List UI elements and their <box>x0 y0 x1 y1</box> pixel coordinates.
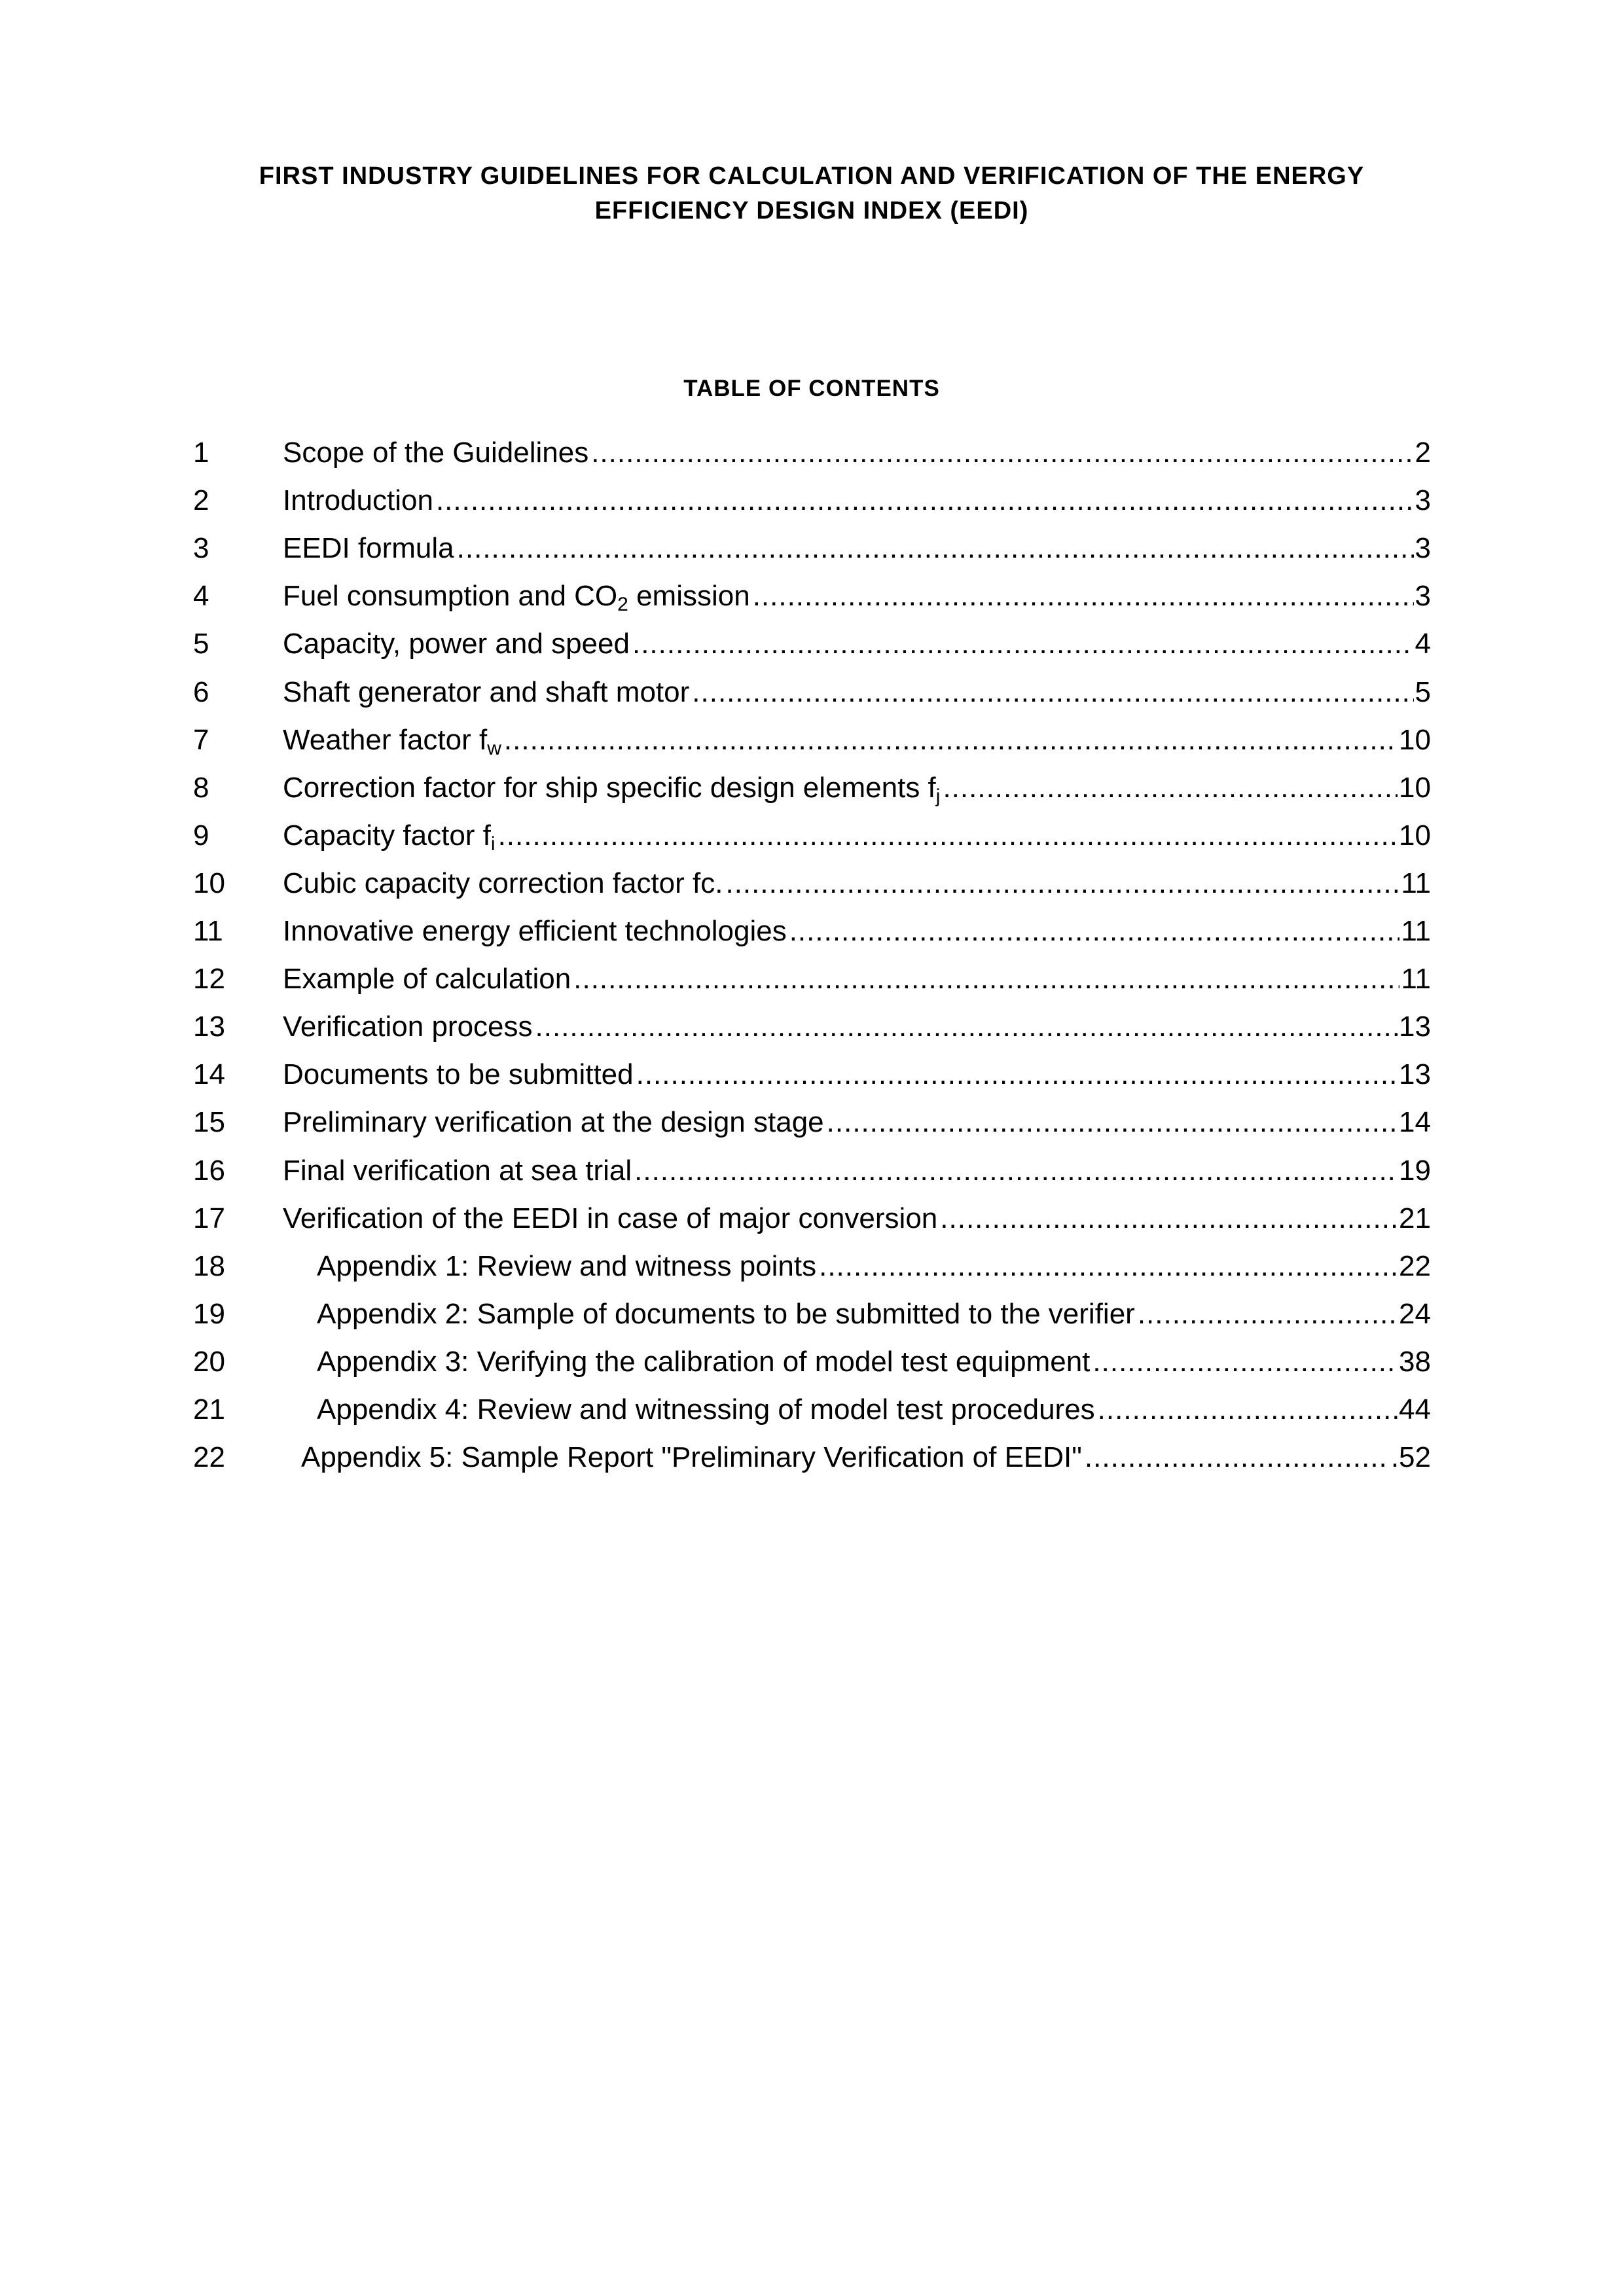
toc-entry-page-number: 21 <box>1399 1202 1431 1234</box>
toc-row[interactable] <box>0 721 1624 760</box>
toc-entry-page-number: 13 <box>1399 1011 1431 1043</box>
toc-row[interactable] <box>0 529 1624 568</box>
toc-row[interactable] <box>0 1390 1624 1429</box>
toc-entry-page-number: 11 <box>1401 915 1431 947</box>
toc-entry-number: 1 <box>193 437 209 469</box>
toc-dot-leader <box>1092 1342 1398 1382</box>
toc-entry-title <box>283 529 454 568</box>
toc-entry-title <box>283 1151 632 1191</box>
toc-dot-leader <box>943 768 1398 808</box>
toc-dot-leader <box>940 1199 1398 1238</box>
toc-dot-leader <box>827 1103 1398 1142</box>
toc-entry-page-number: 11 <box>1401 867 1431 899</box>
toc-entry-number: 18 <box>193 1250 225 1282</box>
toc-entry-page-number: 10 <box>1399 819 1431 852</box>
toc-dot-leader <box>436 481 1414 520</box>
toc-entry-title-text: Capacity factor f <box>283 819 491 852</box>
toc-dot-leader <box>1098 1390 1398 1429</box>
toc-entry-title <box>317 1390 1095 1429</box>
toc-entry-title-text: Correction factor for ship specific design elements f <box>283 772 936 804</box>
toc-entry-link[interactable] <box>283 529 1431 568</box>
toc-entry-title-text: Example of calculation <box>283 963 571 995</box>
toc-entry-number: 7 <box>193 724 209 756</box>
toc-dot-leader <box>753 577 1414 616</box>
toc-entry-title-text: Appendix 3: Verifying the calibration of model test equipment <box>317 1346 1091 1378</box>
toc-dot-leader <box>819 1247 1398 1286</box>
toc-entry-page-number: 5 <box>1415 676 1431 708</box>
toc-entry-title-text: Preliminary verification at the design stage <box>283 1106 824 1138</box>
toc-entry-title-text: Weather factor f <box>283 724 488 756</box>
document-title-line-2: EFFICIENCY DESIGN INDEX (EEDI) <box>594 197 1029 224</box>
toc-entry-title <box>283 960 571 999</box>
toc-dot-leader <box>789 912 1400 951</box>
toc-entry-number: 5 <box>193 628 209 660</box>
toc-dot-leader <box>573 960 1399 999</box>
toc-entry-title-text: Final verification at sea trial <box>283 1155 632 1187</box>
toc-dot-leader <box>591 433 1413 473</box>
toc-entry-page-number: 4 <box>1415 628 1431 660</box>
toc-row[interactable] <box>0 816 1624 855</box>
toc-entry-number: 20 <box>193 1346 225 1378</box>
toc-entry-link[interactable] <box>283 912 1431 951</box>
toc-entry-title <box>283 721 501 760</box>
toc-entry-title-subscript: i <box>490 833 496 855</box>
toc-row[interactable] <box>0 1438 1624 1477</box>
toc-entry-link[interactable] <box>317 1247 1431 1286</box>
toc-entry-number: 4 <box>193 580 209 612</box>
toc-entry-link[interactable] <box>301 1438 1431 1477</box>
toc-entry-link[interactable] <box>283 577 1431 616</box>
toc-entry-page-number: 38 <box>1399 1346 1431 1378</box>
toc-row[interactable] <box>0 1342 1624 1382</box>
toc-entry-title <box>317 1247 816 1286</box>
toc-entry-page-number: 2 <box>1415 437 1431 469</box>
toc-entry-page-number: 3 <box>1415 484 1431 516</box>
toc-row[interactable] <box>0 864 1624 903</box>
toc-entry-link[interactable] <box>283 1199 1431 1238</box>
toc-entry-title-text: Scope of the Guidelines <box>283 437 589 469</box>
toc-row[interactable] <box>0 1055 1624 1094</box>
toc-entry-title <box>283 577 750 616</box>
toc-dot-leader <box>498 816 1398 855</box>
toc-dot-leader <box>632 624 1414 664</box>
toc-entry-link[interactable] <box>317 1342 1431 1382</box>
toc-entry-link[interactable] <box>283 1151 1431 1191</box>
toc-entry-number: 22 <box>193 1441 225 1473</box>
toc-entry-title <box>283 1007 533 1047</box>
toc-entry-page-number: 13 <box>1399 1058 1431 1090</box>
toc-entry-title <box>283 1103 824 1142</box>
toc-entry-page-number: 10 <box>1399 772 1431 804</box>
toc-entry-title-text: Appendix 2: Sample of documents to be submitted to the verifier <box>317 1298 1135 1330</box>
toc-entry-page-number: 10 <box>1399 724 1431 756</box>
toc-entry-title-text: Fuel consumption and CO <box>283 580 618 612</box>
toc-row[interactable] <box>0 1007 1624 1047</box>
toc-entry-link[interactable] <box>283 673 1431 712</box>
toc-entry-link[interactable] <box>283 481 1431 520</box>
toc-row[interactable] <box>0 624 1624 664</box>
toc-entry-link[interactable] <box>317 1390 1431 1429</box>
toc-entry-page-number: 3 <box>1415 580 1431 612</box>
toc-entry-title <box>283 864 723 903</box>
toc-entry-page-number: .52 <box>1390 1441 1431 1473</box>
toc-row[interactable] <box>0 577 1624 616</box>
toc-entry-title <box>283 768 940 808</box>
toc-entry-title <box>301 1438 1082 1477</box>
toc-dot-leader <box>1085 1438 1390 1477</box>
toc-dot-leader <box>457 529 1414 568</box>
toc-entry-page-number: 19 <box>1399 1155 1431 1187</box>
toc-dot-leader <box>636 1055 1398 1094</box>
toc-row[interactable] <box>0 768 1624 808</box>
toc-entry-title <box>283 624 630 664</box>
toc-entry-title <box>283 673 689 712</box>
toc-row[interactable] <box>0 1295 1624 1334</box>
toc-entry-number: 15 <box>193 1106 225 1138</box>
toc-entry-title <box>283 1199 937 1238</box>
toc-entry-number: 16 <box>193 1155 225 1187</box>
toc-entry-link[interactable] <box>283 1007 1431 1047</box>
toc-entry-page-number: 44 <box>1399 1393 1431 1426</box>
toc-entry-link[interactable] <box>283 1103 1431 1142</box>
toc-row[interactable] <box>0 673 1624 712</box>
toc-entry-page-number: 22 <box>1399 1250 1431 1282</box>
toc-row[interactable] <box>0 481 1624 520</box>
toc-entry-page-number: 3 <box>1415 532 1431 564</box>
toc-entry-link[interactable] <box>283 768 1431 808</box>
toc-entry-number: 6 <box>193 676 209 708</box>
toc-entry-number: 13 <box>193 1011 225 1043</box>
toc-entry-link[interactable] <box>283 816 1431 855</box>
toc-entry-link[interactable] <box>283 721 1431 760</box>
toc-entry-number: 19 <box>193 1298 225 1330</box>
toc-entry-number: 8 <box>193 772 209 804</box>
toc-entry-title-text: Shaft generator and shaft motor <box>283 676 690 708</box>
toc-row[interactable] <box>0 1151 1624 1191</box>
toc-entry-title <box>283 1055 634 1094</box>
toc-dot-leader <box>504 721 1398 760</box>
toc-entry-page-number: 11 <box>1401 963 1431 995</box>
toc-entry-title-text: Appendix 5: Sample Report "Preliminary Verification of EEDI" <box>301 1441 1082 1473</box>
toc-entry-number: 14 <box>193 1058 225 1090</box>
toc-row[interactable] <box>0 1199 1624 1238</box>
toc-entry-title-text: Capacity, power and speed <box>283 628 630 660</box>
toc-entry-title <box>283 816 496 855</box>
toc-entry-title <box>283 433 588 473</box>
toc-entry-link[interactable] <box>283 864 1431 903</box>
toc-entry-title-subscript: j <box>935 785 941 807</box>
toc-dot-leader <box>1138 1295 1398 1334</box>
toc-entry-title-text: Innovative energy efficient technologies <box>283 915 787 947</box>
toc-entry-title-text: Verification process <box>283 1011 533 1043</box>
toc-entry-number: 2 <box>193 484 209 516</box>
toc-dot-leader <box>692 673 1413 712</box>
toc-entry-number: 3 <box>193 532 209 564</box>
toc-entry-link[interactable] <box>283 1055 1431 1094</box>
toc-dot-leader <box>634 1151 1398 1191</box>
toc-row[interactable] <box>0 1103 1624 1142</box>
toc-entry-title <box>283 481 433 520</box>
toc-entry-title-suffix: emission <box>628 580 750 612</box>
toc-entry-number: 9 <box>193 819 209 852</box>
toc-heading: TABLE OF CONTENTS <box>683 376 940 401</box>
toc-entry-title-text: Cubic capacity correction factor fc. <box>283 867 723 899</box>
toc-entry-link[interactable] <box>283 433 1431 473</box>
toc-row[interactable] <box>0 1247 1624 1286</box>
toc-entry-title-subscript: 2 <box>617 594 628 615</box>
toc-entry-title-text: Introduction <box>283 484 433 516</box>
toc-entry-number: 10 <box>193 867 225 899</box>
toc-row[interactable] <box>0 960 1624 999</box>
toc-entry-link[interactable] <box>283 624 1431 664</box>
toc-entry-number: 11 <box>193 915 223 947</box>
toc-entry-page-number: 24 <box>1399 1298 1431 1330</box>
toc-entry-title-text: EEDI formula <box>283 532 454 564</box>
toc-entry-number: 17 <box>193 1202 225 1234</box>
toc-entry-link[interactable] <box>317 1295 1431 1334</box>
toc-entry-page-number: 14 <box>1399 1106 1431 1138</box>
toc-entry-title <box>317 1342 1090 1382</box>
toc-entry-title-text: Verification of the EEDI in case of major conversion <box>283 1202 938 1234</box>
toc-entry-title <box>283 912 787 951</box>
toc-entry-title-text: Documents to be submitted <box>283 1058 634 1090</box>
toc-entry-title-text: Appendix 1: Review and witness points <box>317 1250 817 1282</box>
toc-row[interactable] <box>0 433 1624 473</box>
toc-dot-leader <box>535 1007 1398 1047</box>
toc-row[interactable] <box>0 912 1624 951</box>
toc-entry-title-text: Appendix 4: Review and witnessing of model test procedures <box>317 1393 1095 1426</box>
toc-entry-number: 12 <box>193 963 225 995</box>
document-title-line-1: FIRST INDUSTRY GUIDELINES FOR CALCULATION AND VERIFICATION OF THE ENERGY <box>259 162 1365 190</box>
toc-entry-title <box>317 1295 1135 1334</box>
toc-entry-title-subscript: w <box>487 738 501 759</box>
toc-entry-link[interactable] <box>283 960 1431 999</box>
toc-entry-number: 21 <box>193 1393 225 1426</box>
toc-dot-leader <box>725 864 1399 903</box>
